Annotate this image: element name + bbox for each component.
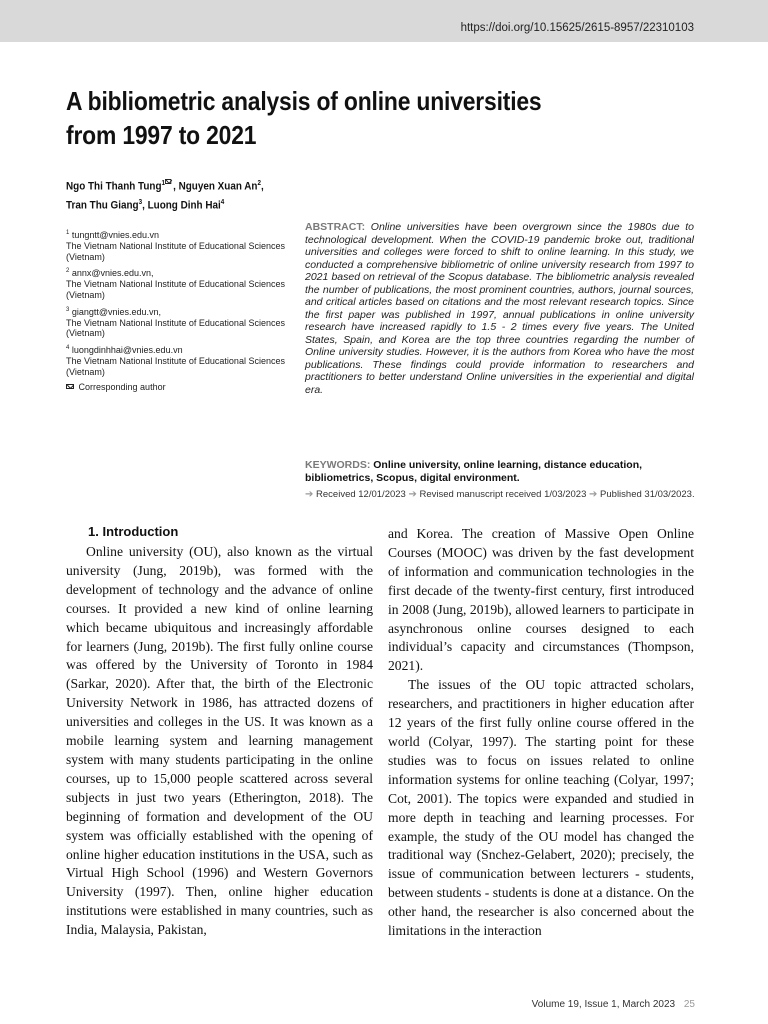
affiliation-marker: 4: [220, 198, 225, 206]
author-name: Ngo Thi Thanh Tung: [66, 180, 162, 193]
affiliation-number: 2: [66, 268, 70, 275]
mail-icon: [165, 179, 171, 184]
page-number: 25: [683, 999, 695, 1010]
body-column-left: [66, 543, 373, 940]
article-title: A bibliometric analysis of online universities from 1997 to 2021: [66, 86, 542, 150]
affiliations: [66, 228, 306, 396]
paragraph: Online university (OU), also known as the virtual university (Jung, 2019b), was formed with the development of technology and the advance of online courses. It provided a new kind of online learning which became ubiquitous and increasingly affordable for learners (Jung, 2019b). The first fully online course was offered by the University of Toronto in 1984 (Sarkar, 2020). After that, the birth of the Electronic University Network in 1986, has attracted dozens of universities and colleges in the US. It was known as a mobile learning system and learning management system with many students participating in the online courses, up to 15,000 people scattered across several subjects in just two years (Etherington, 2018). The beginning of formation and development of the OU system was officially established with the opening of online higher education institutions in the USA, such as Virtual High School (1996) and Western Governors University (1997). Then, online higher education institutions were established in many countries, such as India, Malaysia, Pakistan,: [66, 544, 373, 938]
abstract-text: Online universities have been overgrown since the 1980s due to technological development. When the COVID-19 pandemic broke out, traditional universities and colleges were forced to shift to online learning. In this study, we conducted a comprehensive bibliometric of online university research from 1997 to 2021 based on retrieval of the Scopus database. The bibliometric analysis revealed the number of publications, the most prominent countries, authors, journal sources, and critical articles based on citations and the most relevant research topics. Since the first paper was published in 1997, annual publications in online university research have increased rapidly to 1.5 - 2 times every five years. The United States, Spain, and Korea are the top three countries regarding the number of Online university studies. However, it is the authors from Korea who have the most publications. These findings could provide information to researchers and practitioners to better understand Online universities in the experiential and digital era.: [305, 221, 694, 396]
body-column-right: [388, 525, 694, 941]
published-date: Published 31/03/2023.: [600, 489, 695, 500]
keywords-text: Online university, online learning, distance education, bibliometrics, Scopus, digital environment.: [305, 459, 643, 484]
page-footer: [532, 999, 695, 1010]
journal-issue: Volume 19, Issue 1, March 2023: [531, 999, 676, 1010]
keywords-label: KEYWORDS:: [305, 459, 371, 471]
affiliation-marker: 2: [257, 180, 261, 187]
affiliation-marker: 1: [161, 180, 173, 187]
authors: [66, 176, 300, 213]
affiliation-email[interactable]: tungntt@vnies.edu.vn: [71, 230, 160, 240]
author-name: , Luong Dinh Hai: [142, 199, 221, 212]
affiliation-email[interactable]: luongdinhhai@vnies.edu.vn: [71, 345, 183, 356]
arrow-right-icon: ➔: [408, 489, 417, 500]
affiliation-institution: The Vietnam National Institute of Educational Sciences (Vietnam): [66, 355, 285, 377]
affiliation-email[interactable]: giangtt@vnies.edu.vn,: [71, 306, 162, 317]
author-name: Tran Thu Giang: [66, 199, 139, 212]
affiliation-item: [66, 266, 306, 300]
corresponding-author-note: [66, 382, 306, 393]
author-separator: ,: [260, 180, 264, 193]
received-date: Received 12/01/2023: [316, 489, 406, 500]
affiliation-number: 1: [66, 230, 70, 236]
section-heading: 1. Introduction: [88, 524, 179, 539]
affiliation-institution: The Vietnam National Institute of Educational Sciences (Vietnam): [66, 240, 285, 262]
affiliation-item: [66, 343, 306, 377]
mail-icon: [66, 384, 74, 389]
doi-link[interactable]: https://doi.org/10.15625/2615-8957/22310103: [460, 22, 694, 34]
affiliation-number: 3: [66, 306, 70, 313]
header-bar: [0, 0, 768, 42]
affiliation-marker: 3: [138, 198, 143, 206]
corresponding-author-label: Corresponding author: [78, 381, 166, 392]
affiliation-email[interactable]: annx@vnies.edu.vn,: [71, 268, 154, 279]
affiliation-item: [66, 305, 306, 339]
paragraph: and Korea. The creation of Massive Open Online Courses (MOOC) was driven by the fast development of information and communication technologies in the first decade of the twenty-first century, first introduced in 2008 (Jung, 2019b), allowed learners to participate in asynchronous online courses designed to each individual’s capacity and circumstances (Thompson, 2021).: [388, 526, 694, 674]
revised-date: Revised manuscript received 1/03/2023: [419, 489, 587, 500]
arrow-right-icon: ➔: [589, 489, 598, 500]
affiliation-institution: The Vietnam National Institute of Educational Sciences (Vietnam): [66, 317, 285, 339]
paragraph: The issues of the OU topic attracted scholars, researchers, and practitioners in higher education after 12 years of the first fully online course offered in the world (Colyar, 1997). The starting point for these studies was to focus on issues related to online information systems for online teaching (Colyar, 1997; Cot, 2001). The topics were expanded and studied in more depth in teaching and learning processes. For example, the study of the OU model has changed the traditional way (Snchez-Gelabert, 2020); precisely, the issue of communication between lecturers - students, between students - students is done at a distance. On the other hand, the researcher is also concerned about the limitations in the interaction: [388, 677, 694, 939]
affiliation-institution: The Vietnam National Institute of Educational Sciences (Vietnam): [66, 279, 285, 300]
article-dates: [305, 489, 705, 501]
keywords: [305, 459, 695, 485]
author-name: , Nguyen Xuan An: [173, 180, 258, 193]
affiliation-number: 4: [66, 345, 70, 352]
abstract: [305, 221, 694, 396]
affiliation-item: [66, 228, 306, 262]
arrow-right-icon: ➔: [305, 489, 314, 500]
abstract-label: ABSTRACT:: [305, 221, 366, 233]
